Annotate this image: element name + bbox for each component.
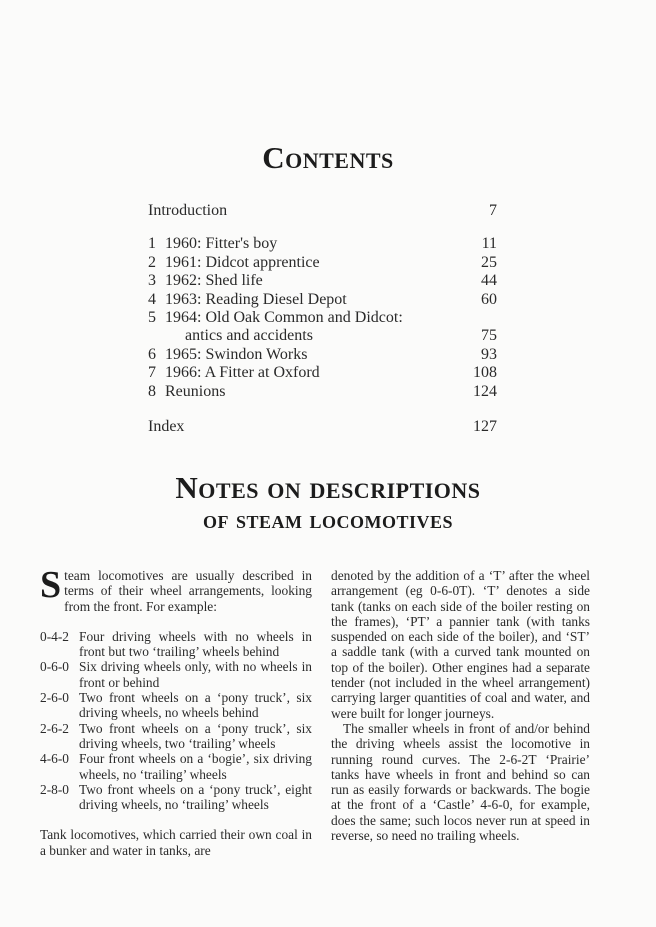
toc-num: 4	[148, 290, 156, 308]
toc-entry	[148, 364, 497, 382]
wheel-item	[40, 721, 312, 752]
toc-num: 3	[148, 272, 156, 290]
left-column	[40, 564, 312, 858]
toc-page: 60	[481, 290, 497, 308]
toc-title: Introduction	[148, 202, 228, 219]
toc-title: 1965: Swindon Works	[165, 345, 308, 363]
wheel-desc: Four driving wheels with no wheels in front but two ‘trailing’ wheels behind	[79, 628, 312, 660]
wheel-code: 4-6-0	[40, 751, 70, 767]
toc-title: 1964: Old Oak Common and Didcot:	[165, 308, 403, 326]
wheel-desc: Four front wheels on a ‘bogie’, six driving wheels, no ‘trailing’ wheels	[79, 751, 312, 782]
intro-paragraph: team locomotives are usually described in terms of their wheel arrangements, looking from the front. For example:	[64, 568, 312, 614]
toc-title: Index	[148, 417, 185, 435]
wheel-code: 0-6-0	[40, 659, 70, 675]
toc-entry	[148, 291, 497, 309]
toc-title: 1961: Didcot apprentice	[165, 253, 320, 271]
tank-paragraph: Tank locomotives, which carried their own coal in a bunker and water in tanks, are	[40, 827, 312, 858]
toc-entry	[148, 272, 497, 290]
toc-entry	[148, 346, 497, 364]
toc-num: 2	[148, 253, 156, 271]
wheel-desc: Two front wheels on a ‘pony truck’, eight driving wheels, no ‘trailing’ wheels	[79, 781, 312, 813]
wheel-item	[40, 782, 312, 813]
toc-entry	[148, 235, 497, 253]
toc-entry	[148, 383, 497, 401]
wheel-item	[40, 690, 312, 721]
wheel-desc: Six driving wheels only, with no wheels in front or behind	[79, 659, 312, 690]
toc-entry	[148, 309, 497, 327]
toc-page: 93	[481, 345, 497, 363]
toc-entry	[148, 254, 497, 272]
toc-entry-cont	[148, 327, 497, 345]
toc-title: 1966: A Fitter at Oxford	[165, 364, 320, 382]
wheel-code: 2-6-2	[40, 720, 70, 736]
wheel-desc: Two front wheels on a ‘pony truck’, six driving wheels, no wheels behind	[79, 690, 312, 721]
wheel-desc: Two front wheels on a ‘pony truck’, six driving wheels, two ‘trailing’ wheels	[79, 720, 312, 751]
wheel-item	[40, 629, 312, 660]
toc-num: 5	[148, 308, 156, 326]
wheel-item	[40, 751, 312, 782]
toc-title: 1960: Fitter's boy	[165, 235, 278, 253]
toc-page: 75	[481, 327, 497, 345]
right-column	[331, 568, 590, 843]
toc-page: 124	[473, 382, 497, 400]
toc-num: 7	[148, 364, 156, 382]
toc-intro	[148, 202, 497, 220]
toc-page: 127	[473, 417, 497, 435]
toc-title: 1962: Shed life	[165, 272, 263, 290]
toc-page: 44	[481, 272, 497, 290]
toc-title: 1963: Reading Diesel Depot	[165, 290, 347, 308]
toc-page: 7	[489, 202, 497, 219]
toc-num: 8	[148, 382, 156, 400]
wheel-code: 0-4-2	[40, 628, 70, 644]
wheel-item	[40, 659, 312, 690]
toc-page: 11	[481, 235, 497, 253]
toc-page: 108	[473, 364, 497, 382]
wheel-code: 2-8-0	[40, 781, 70, 797]
toc-title: antics and accidents	[185, 327, 313, 345]
notes-heading-line2: of steam locomotives	[202, 505, 454, 534]
toc-num: 6	[148, 345, 156, 363]
wheel-code: 2-6-0	[40, 690, 70, 706]
toc-title: Reunions	[165, 382, 226, 400]
body-paragraph: The smaller wheels in front of and/or behind the driving wheels assist the locomotive in running round curves. The 2-6-2T ‘Prairie’ tanks have wheels in front and behind so can run as easily forwards or backwards. The bogie at the front of a ‘Castle’ 4-6-0, for example, does the same; such locos never run at speed in reverse, so need no trailing wheels.	[331, 720, 590, 844]
drop-cap: S	[40, 564, 62, 606]
notes-heading-line1: Notes on descriptions	[175, 470, 481, 505]
body-paragraph: denoted by the addition of a ‘T’ after the wheel arrangement (eg 0-6-0T). ‘T’ denotes a side tank (tanks on each side of the boiler resting on the frames), ‘PT’ a pannier tank (with tanks suspended on each side of the boiler), and ‘ST’ a saddle tank (with a curved tank mounted on top of the boiler). Other engines had a separate tender (not included in the wheel arrangement) carrying larger quantities of coal and water, and were built for longer journeys.	[331, 568, 590, 721]
toc-page: 25	[481, 253, 497, 271]
table-of-contents	[148, 202, 497, 436]
toc-num: 1	[148, 235, 156, 253]
contents-heading: Contents	[262, 140, 394, 175]
toc-index	[148, 418, 497, 436]
